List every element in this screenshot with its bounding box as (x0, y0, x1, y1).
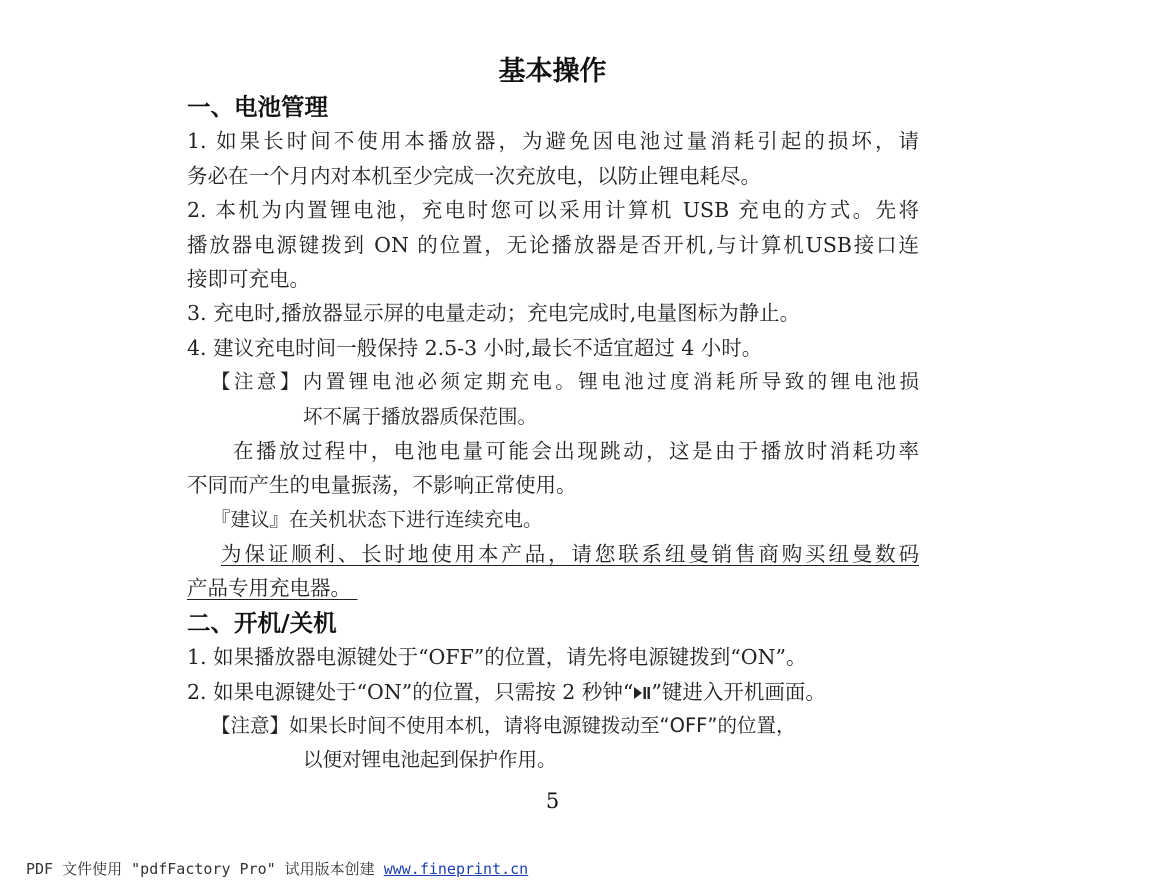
footer-link[interactable]: www.fineprint.cn (383, 860, 529, 878)
note-line: 【注意】如果长时间不使用本机，请将电源键拨动至“OFF”的位置， (211, 714, 796, 738)
paragraph-line: 3. 充电时,播放器显示屏的电量走动；充电完成时,电量图标为静止。 (187, 301, 801, 326)
paragraph-line: 不同而产生的电量振荡，不影响正常使用。 (187, 473, 577, 498)
underlined-line (187, 571, 919, 605)
paragraph-line: 1. 如果长时间不使用本播放器，为避免因电池过量消耗引起的损坏，请 (187, 129, 919, 154)
page-title: 基本操作 (498, 56, 607, 87)
underlined-text: 产品专用充电器。 (187, 576, 351, 601)
suggestion-line: 『建议』在关机状态下进行连续充电。 (211, 507, 543, 531)
section-heading-power: 二、开机/关机 (187, 608, 337, 637)
paragraph-line: 在播放过程中，电池电量可能会出现跳动，这是由于播放时消耗功率 (233, 438, 919, 463)
page-content (187, 90, 919, 778)
paragraph-line: 2. 本机为内置锂电池，充电时您可以采用计算机 USB 充电的方式。先将 (187, 198, 919, 223)
underlined-line (187, 537, 919, 571)
pdf-footer (26, 858, 528, 880)
paragraph-line: 1. 如果播放器电源键处于“OFF”的位置，请先将电源键拨到“ON”。 (187, 645, 807, 670)
paragraph-line (187, 675, 919, 709)
paragraph-line: 播放器电源键拨到 ON 的位置，无论播放器是否开机,与计算机USB接口连 (187, 232, 919, 257)
section-heading-battery: 一、电池管理 (187, 93, 328, 121)
underlined-text: 为保证顺利、长时地使用本产品，请您联系纽曼销售商购买纽曼数码 (221, 542, 919, 567)
paragraph-text: 2. 如果电源键处于“ON”的位置，只需按 2 秒钟“ (187, 679, 634, 704)
page-number: 5 (545, 789, 560, 813)
paragraph-line: 务必在一个月内对本机至少完成一次充放电，以防止锂电耗尽。 (187, 163, 761, 188)
play-pause-icon (633, 677, 651, 709)
note-line: 坏不属于播放器质保范围。 (303, 404, 538, 428)
paragraph-text: ”键进入开机画面。 (651, 679, 826, 704)
note-line: 以便对锂电池起到保护作用。 (303, 748, 557, 772)
paragraph-line: 4. 建议充电时间一般保持 2.5-3 小时,最长不适宜超过 4 小时。 (187, 335, 763, 360)
paragraph-line: 接即可充电。 (187, 266, 310, 291)
note-line: 【注意】内置锂电池必须定期充电。锂电池过度消耗所导致的锂电池损 (211, 370, 919, 394)
footer-text: PDF 文件使用 "pdfFactory Pro" 试用版本创建 (26, 860, 384, 878)
